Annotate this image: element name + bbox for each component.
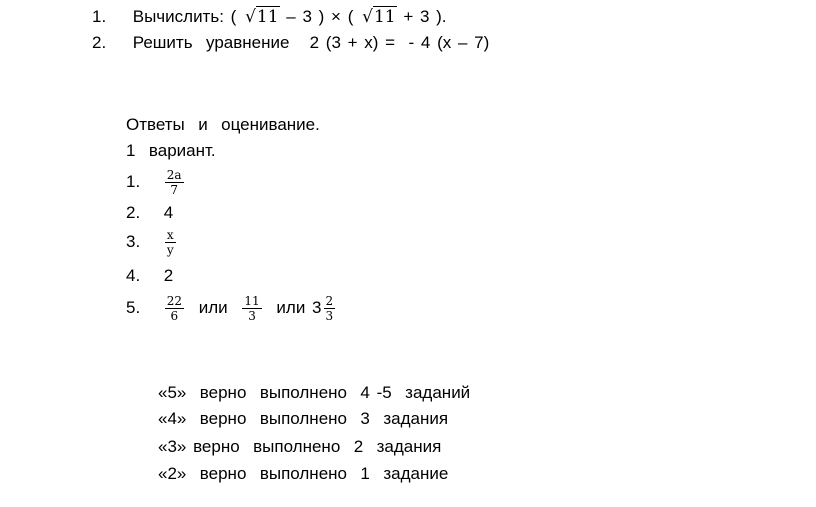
answer-2	[126, 202, 173, 224]
fraction-numerator: 11	[244, 294, 260, 309]
radicand-2: 11	[373, 7, 396, 27]
task-1-number: 1.	[92, 7, 107, 26]
answer-5-fraction-1	[165, 294, 184, 323]
grading-4: «4» верно выполнено 3 задания	[158, 409, 449, 428]
fraction-numerator: х	[166, 228, 174, 243]
task-1	[92, 6, 447, 28]
task-1-label: Вычислить:	[132, 7, 224, 26]
fraction-denominator: 3	[248, 309, 256, 324]
sqrt-expression-2	[360, 6, 396, 28]
answer-3-number: 3.	[126, 232, 141, 251]
radicand-1: 11	[256, 7, 279, 27]
grading-3: «3» верно выполнено 2 задания	[158, 437, 442, 456]
grading-5: «5» верно выполнено 4 -5 заданий	[158, 383, 471, 402]
task-2-text: Решить уравнение 2 (3 + х) = - 4 (х – 7)	[132, 33, 490, 52]
answer-5	[126, 290, 337, 326]
answer-5-fraction-2	[242, 294, 261, 323]
fraction-numerator: 22	[166, 294, 183, 309]
fraction-numerator: 2а	[166, 168, 182, 183]
answers-title: Ответы и оценивание.	[126, 115, 320, 134]
fraction-denominator: 6	[170, 309, 179, 324]
sqrt-expression-1	[243, 6, 279, 28]
fraction-numerator: 2	[325, 294, 334, 309]
answer-4-value: 2	[163, 266, 174, 285]
fraction-denominator: 7	[170, 183, 178, 198]
task-1-middle: – 3 ) × (	[286, 7, 354, 26]
answer-2-number: 2.	[126, 203, 141, 222]
answer-5-or-1: или	[198, 298, 228, 317]
fraction-denominator: 3	[325, 309, 334, 324]
task-2	[92, 32, 489, 54]
answer-4-number: 4.	[126, 266, 141, 285]
answer-3-fraction	[165, 228, 176, 257]
grading-2: «2» верно выполнено 1 задание	[158, 464, 449, 483]
answer-5-number: 5.	[126, 298, 141, 317]
answer-2-value: 4	[163, 203, 174, 222]
answer-5-fraction-3	[324, 294, 336, 323]
sqrt-icon: √	[245, 7, 256, 27]
open-paren: (	[230, 7, 237, 26]
answer-1-number: 1.	[126, 172, 141, 191]
answer-5-or-2: или 3	[276, 298, 322, 317]
answer-1	[126, 166, 186, 198]
variant-label: 1 вариант.	[126, 141, 216, 160]
fraction-denominator: у	[166, 243, 174, 258]
answer-4	[126, 265, 173, 287]
answer-1-fraction	[165, 168, 184, 197]
sqrt-icon: √	[362, 7, 373, 27]
task-1-close: + 3 ).	[403, 7, 447, 26]
answer-3	[126, 226, 178, 258]
task-2-number: 2.	[92, 33, 107, 52]
